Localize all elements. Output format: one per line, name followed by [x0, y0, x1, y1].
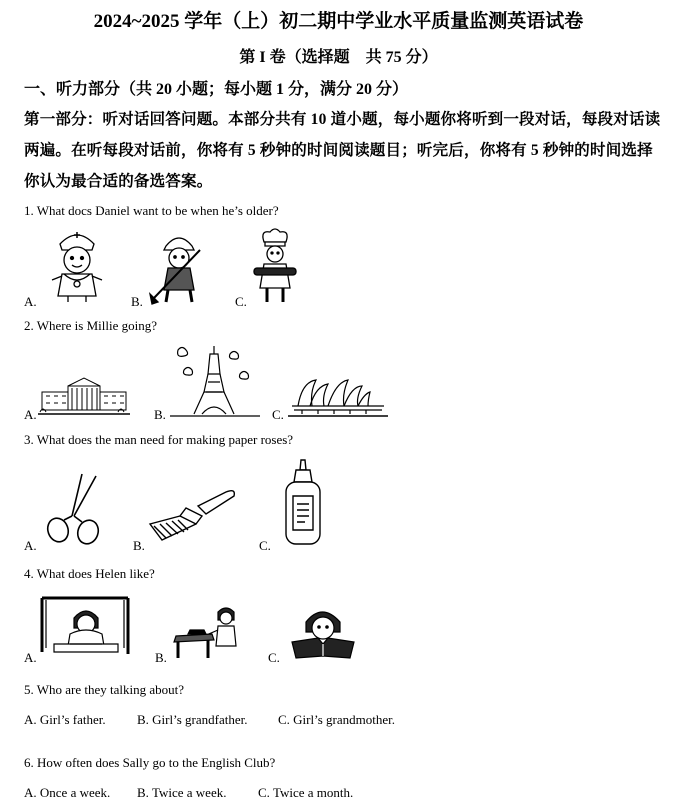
question-4-option-b-label[interactable]: B.	[155, 650, 167, 665]
question-3-option-b-label[interactable]: B.	[133, 538, 145, 553]
girl-ironing-icon	[168, 604, 246, 660]
question-4-text: 4. What does Helen like?	[24, 566, 155, 581]
question-1-option-b-label[interactable]: B.	[131, 294, 143, 309]
brush-icon	[146, 486, 238, 542]
question-5-option-b[interactable]	[137, 712, 247, 728]
question-1-text: 1. What docs Daniel want to be when he’s older?	[24, 203, 279, 218]
firefighter-icon	[146, 228, 212, 306]
question-6-option-a[interactable]	[24, 785, 110, 801]
question-5-option-a[interactable]	[24, 712, 106, 728]
exam-subtitle: 第 I 卷（选择题 共 75 分）	[239, 49, 438, 66]
question-1-option-a-label[interactable]: A.	[24, 294, 37, 309]
girl-at-desk-icon	[40, 596, 132, 660]
question-3-option-a-label[interactable]: A.	[24, 538, 37, 553]
question-5-option-c-label: C.	[278, 712, 290, 727]
question-6-option-a-label: A.	[24, 785, 37, 800]
question-6-option-b-text: Twice a week.	[151, 785, 227, 800]
question-5-option-b-text: Girl’s grandfather.	[152, 712, 248, 727]
question-5-option-b-label: B.	[137, 712, 149, 727]
question-3-option-c-label[interactable]: C.	[259, 538, 271, 553]
question-6-option-b-label: B.	[137, 785, 149, 800]
white-house-icon	[38, 374, 130, 418]
question-6-option-c[interactable]	[258, 785, 353, 801]
question-6-option-b[interactable]	[137, 785, 226, 801]
question-5-option-c-text: Girl’s grandmother.	[293, 712, 395, 727]
section-heading: 一、听力部分（共 20 小题；每小题 1 分，满分 20 分）	[24, 81, 409, 98]
girl-reading-icon	[284, 602, 362, 660]
question-6-option-c-text: Twice a month.	[272, 785, 354, 800]
eiffel-tower-icon	[170, 344, 260, 418]
question-4-option-a-label[interactable]: A.	[24, 650, 37, 665]
question-5-option-c[interactable]	[278, 712, 395, 728]
question-5-option-a-label: A.	[24, 712, 37, 727]
question-3-text: 3. What does the man need for making paper roses?	[24, 432, 294, 447]
glue-bottle-icon	[278, 458, 328, 550]
question-6-text: 6. How often does Sally go to the English Club?	[24, 755, 276, 770]
question-2-option-a-label[interactable]: A.	[24, 407, 37, 422]
section-instructions: 第一部分：听对话回答问题。本部分共有 10 道小题，每小题你将听到一段对话，每段对话读两遍。在听每段对话前，你将有 5 秒钟的时间阅读题目；听完后，你将有 5 秒钟的时间选择你认为最合适的备选答案。	[24, 111, 661, 190]
scissors-icon	[44, 472, 106, 548]
sydney-opera-house-icon	[288, 376, 388, 418]
question-6-option-c-label: C.	[258, 785, 270, 800]
question-2-option-c-label[interactable]: C.	[272, 407, 284, 422]
question-4-option-c-label[interactable]: C.	[268, 650, 280, 665]
question-6-option-a-text: Once a week.	[39, 785, 111, 800]
cook-icon	[250, 226, 300, 306]
question-2-option-b-label[interactable]: B.	[154, 407, 166, 422]
question-1-option-c-label[interactable]: C.	[235, 294, 247, 309]
question-5-text: 5. Who are they talking about?	[24, 682, 185, 697]
question-2-text: 2. Where is Millie going?	[24, 318, 157, 333]
question-5-option-a-text: Girl’s father.	[39, 712, 106, 727]
doctor-icon	[42, 222, 112, 304]
exam-title: 2024~2025 学年（上）初二期中学业水平质量监测英语试卷	[93, 11, 584, 32]
